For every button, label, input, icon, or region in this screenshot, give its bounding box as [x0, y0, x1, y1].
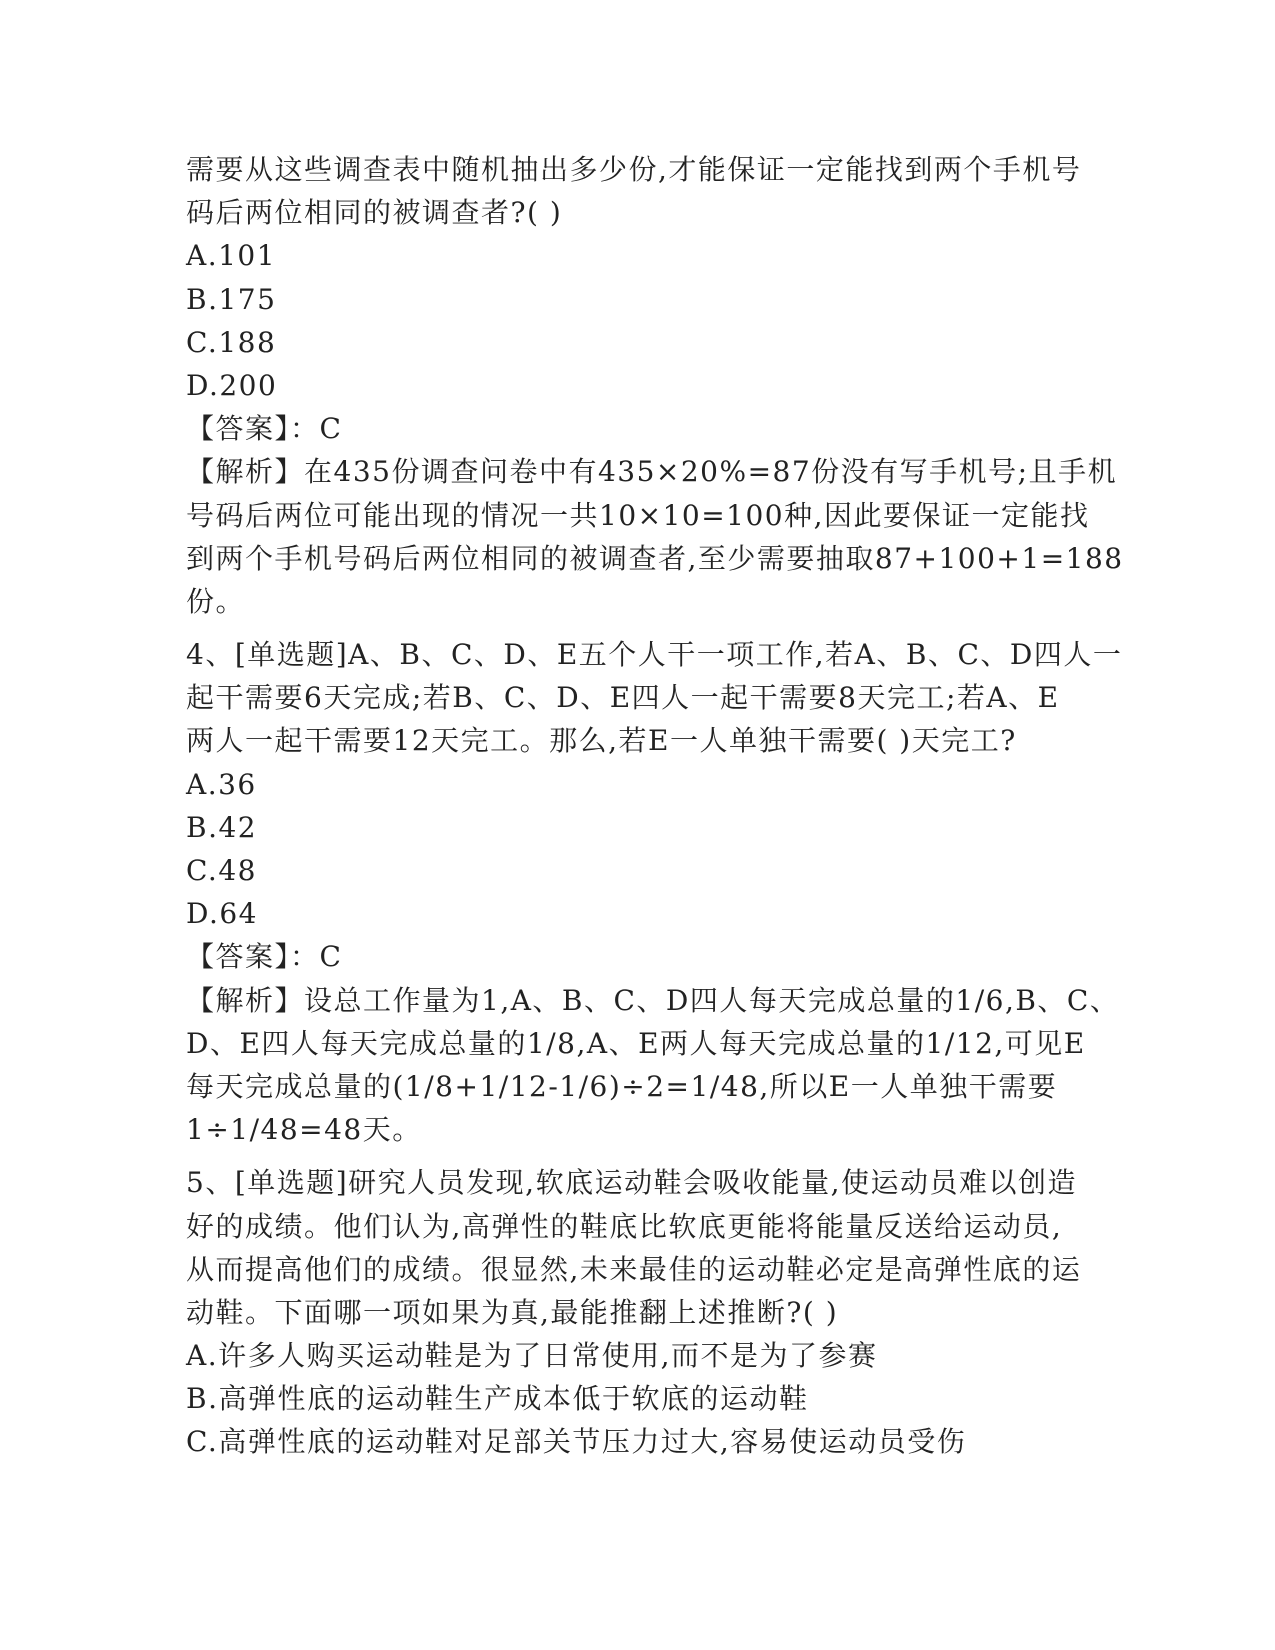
q4-stem-line: 两人一起干需要12天完工。那么,若E一人单独干需要( )天完工?: [186, 724, 1017, 758]
q5-option-c: C.高弹性底的运动鞋对足部关节压力过大,容易使运动员受伤: [186, 1425, 967, 1459]
q4-answer: 【答案】：C: [186, 940, 343, 974]
q4-option-c: C.48: [186, 854, 257, 887]
question-5: [186, 1161, 1086, 1463]
q3-stem-line: 需要从这些调查表中随机抽出多少份,才能保证一定能找到两个手机号: [186, 153, 1082, 186]
question-4: [186, 633, 1123, 1151]
q4-option-b: B.42: [186, 810, 258, 844]
q3-option-b: B.175: [186, 282, 277, 316]
q5-option-a: A.许多人购买运动鞋是为了日常使用,而不是为了参赛: [186, 1339, 878, 1373]
q4-option-d: D.64: [186, 897, 258, 931]
q3-answer: 【答案】：C: [186, 412, 343, 446]
spacer: [186, 623, 1086, 633]
q3-analysis-line: 份。: [186, 584, 246, 618]
q3-option-c: C.188: [186, 325, 277, 359]
q4-stem-line: 4、[单选题]A、B、C、D、E五个人干一项工作,若A、B、C、D四人一: [186, 638, 1123, 672]
q4-analysis-line: 【解析】设总工作量为1,A、B、C、D四人每天完成总量的1/6,B、C、: [186, 983, 1120, 1017]
q4-analysis-line: 每天完成总量的(1/8+1/12-1/6)÷2=1/48,所以E一人单独干需要: [186, 1069, 1058, 1103]
document-content: [186, 148, 1124, 1464]
q3-option-a: A.101: [186, 239, 277, 273]
q5-stem-line: 从而提高他们的成绩。很显然,未来最佳的运动鞋必定是高弹性底的运: [186, 1252, 1082, 1286]
q4-analysis-line: D、E四人每天完成总量的1/8,A、E两人每天完成总量的1/12,可见E: [186, 1026, 1086, 1060]
q5-stem-line: 好的成绩。他们认为,高弹性的鞋底比软底更能将能量反送给运动员,: [186, 1209, 1063, 1243]
q4-analysis-line: 1÷1/48=48天。: [186, 1113, 422, 1147]
q3-stem-line: 码后两位相同的被调查者?( ): [186, 196, 563, 230]
q5-stem-line: 5、[单选题]研究人员发现,软底运动鞋会吸收能量,使运动员难以创造: [186, 1166, 1077, 1200]
question-3: [186, 148, 1124, 623]
q3-analysis-line: 到两个手机号码后两位相同的被调查者,至少需要抽取87+100+1=188: [186, 541, 1124, 575]
q3-option-d: D.200: [186, 368, 278, 402]
q4-stem-line: 起干需要6天完成;若B、C、D、E四人一起干需要8天完工;若A、E: [186, 681, 1060, 715]
q5-stem-line: 动鞋。下面哪一项如果为真,最能推翻上述推断?( ): [186, 1295, 839, 1329]
q3-analysis-line: 【解析】在435份调查问卷中有435×20%=87份没有写手机号;且手机: [186, 455, 1118, 489]
q4-option-a: A.36: [186, 767, 257, 801]
spacer: [186, 1151, 1086, 1161]
q3-analysis-line: 号码后两位可能出现的情况一共10×10=100种,因此要保证一定能找: [186, 498, 1090, 532]
q5-option-b: B.高弹性底的运动鞋生产成本低于软底的运动鞋: [186, 1382, 809, 1416]
